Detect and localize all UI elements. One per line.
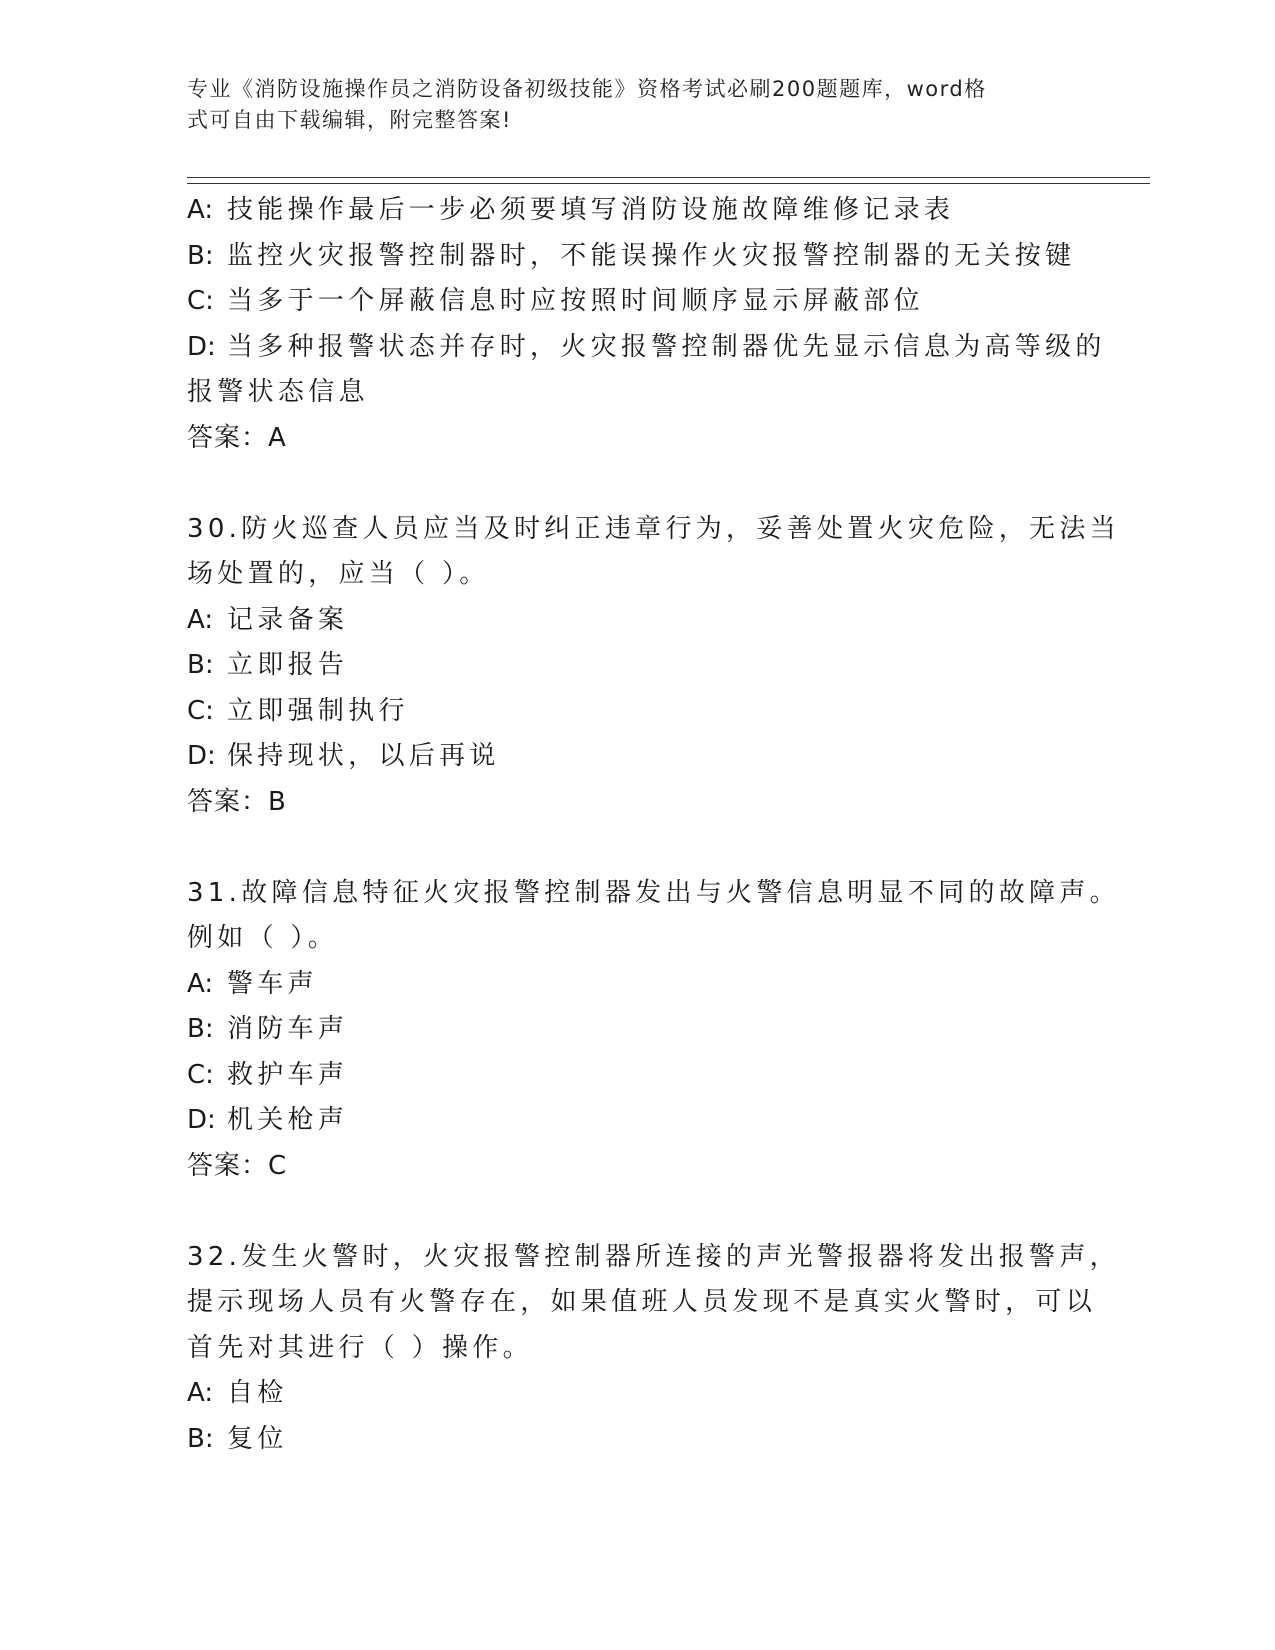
question-list <box>187 188 1120 1462</box>
option-text: 消防车声 <box>227 1014 349 1044</box>
option-letter: A: <box>187 1378 214 1408</box>
document-header <box>187 74 1067 136</box>
option-letter: B: <box>187 1014 214 1044</box>
option-a <box>187 188 1087 234</box>
option-text: 自检 <box>227 1378 288 1408</box>
option-letter: A: <box>187 604 214 635</box>
question-30-stem-line-1: 30.防火巡查人员应当及时纠正违章行为，妥善处置火灾危险，无法当 <box>187 513 1120 544</box>
question-spacer <box>187 461 1087 507</box>
option-letter: D: <box>187 741 216 771</box>
option-d-continued: 报警状态信息 <box>187 377 369 407</box>
question-31 <box>187 871 1120 1190</box>
option-a <box>187 962 1087 1008</box>
option-b <box>187 643 1087 689</box>
option-letter: B: <box>187 650 214 680</box>
option-text: 当多于一个屏蔽信息时应按照时间顺序显示屏蔽部位 <box>227 286 924 316</box>
question-30 <box>187 507 1120 826</box>
question-31-stem-line-2: 例如（ ）。 <box>187 923 339 953</box>
header-rule-top <box>187 177 1150 178</box>
question-32 <box>187 1235 1120 1463</box>
option-letter: C: <box>187 286 214 316</box>
option-d <box>187 734 1087 780</box>
option-a <box>187 598 1087 644</box>
option-text: 救护车声 <box>227 1059 349 1090</box>
question-32-stem-line-3: 首先对其进行（ ）操作。 <box>187 1332 533 1363</box>
question-30-stem-line-2: 场处置的，应当（ ）。 <box>187 559 490 589</box>
option-letter: D: <box>187 331 216 362</box>
question-spacer <box>187 825 1087 871</box>
option-text: 当多种报警状态并存时，火灾报警控制器优先显示信息为高等级的 <box>227 331 1106 362</box>
option-b <box>187 1007 1087 1053</box>
option-text: 记录备案 <box>227 604 349 635</box>
option-letter: C: <box>187 1059 214 1090</box>
option-text: 监控火灾报警控制器时，不能误操作火灾报警控制器的无关按键 <box>227 240 1076 271</box>
option-d <box>187 325 1106 371</box>
question-31-stem-line-1: 31.故障信息特征火灾报警控制器发出与火警信息明显不同的故障声。 <box>187 877 1120 908</box>
header-rule-bottom <box>187 183 1150 184</box>
question-29-options <box>187 188 1106 461</box>
option-c <box>187 279 1087 325</box>
option-c <box>187 689 1087 735</box>
option-text: 保持现状，以后再说 <box>227 741 500 771</box>
option-text: 立即报告 <box>227 650 349 680</box>
question-32-stem-line-1: 32.发生火警时，火灾报警控制器所连接的声光警报器将发出报警声， <box>187 1241 1120 1272</box>
answer-30: 答案：B <box>187 786 287 817</box>
option-b <box>187 234 1087 280</box>
option-c <box>187 1053 1087 1099</box>
option-text: 技能操作最后一步必须要填写消防设施故障维修记录表 <box>227 195 955 225</box>
option-a <box>187 1371 1087 1417</box>
question-32-stem-line-2: 提示现场人员有火警存在，如果值班人员发现不是真实火警时，可以 <box>187 1287 1097 1317</box>
option-text: 警车声 <box>227 968 318 999</box>
header-line-2: 式可自由下载编辑，附完整答案! <box>187 108 512 132</box>
option-b <box>187 1417 1087 1463</box>
header-line-1: 专业《消防设施操作员之消防设备初级技能》资格考试必刷200题题库，word格 <box>187 77 987 101</box>
option-letter: A: <box>187 968 214 999</box>
option-letter: B: <box>187 1423 214 1454</box>
option-d <box>187 1098 1087 1144</box>
question-spacer <box>187 1189 1087 1235</box>
option-letter: A: <box>187 195 214 225</box>
option-letter: D: <box>187 1105 216 1135</box>
answer-31: 答案：C <box>187 1150 288 1181</box>
option-letter: C: <box>187 695 214 726</box>
option-text: 复位 <box>227 1423 288 1454</box>
option-text: 机关枪声 <box>227 1105 349 1135</box>
option-letter: B: <box>187 240 214 271</box>
answer-29: 答案：A <box>187 422 287 453</box>
option-text: 立即强制执行 <box>227 695 409 726</box>
